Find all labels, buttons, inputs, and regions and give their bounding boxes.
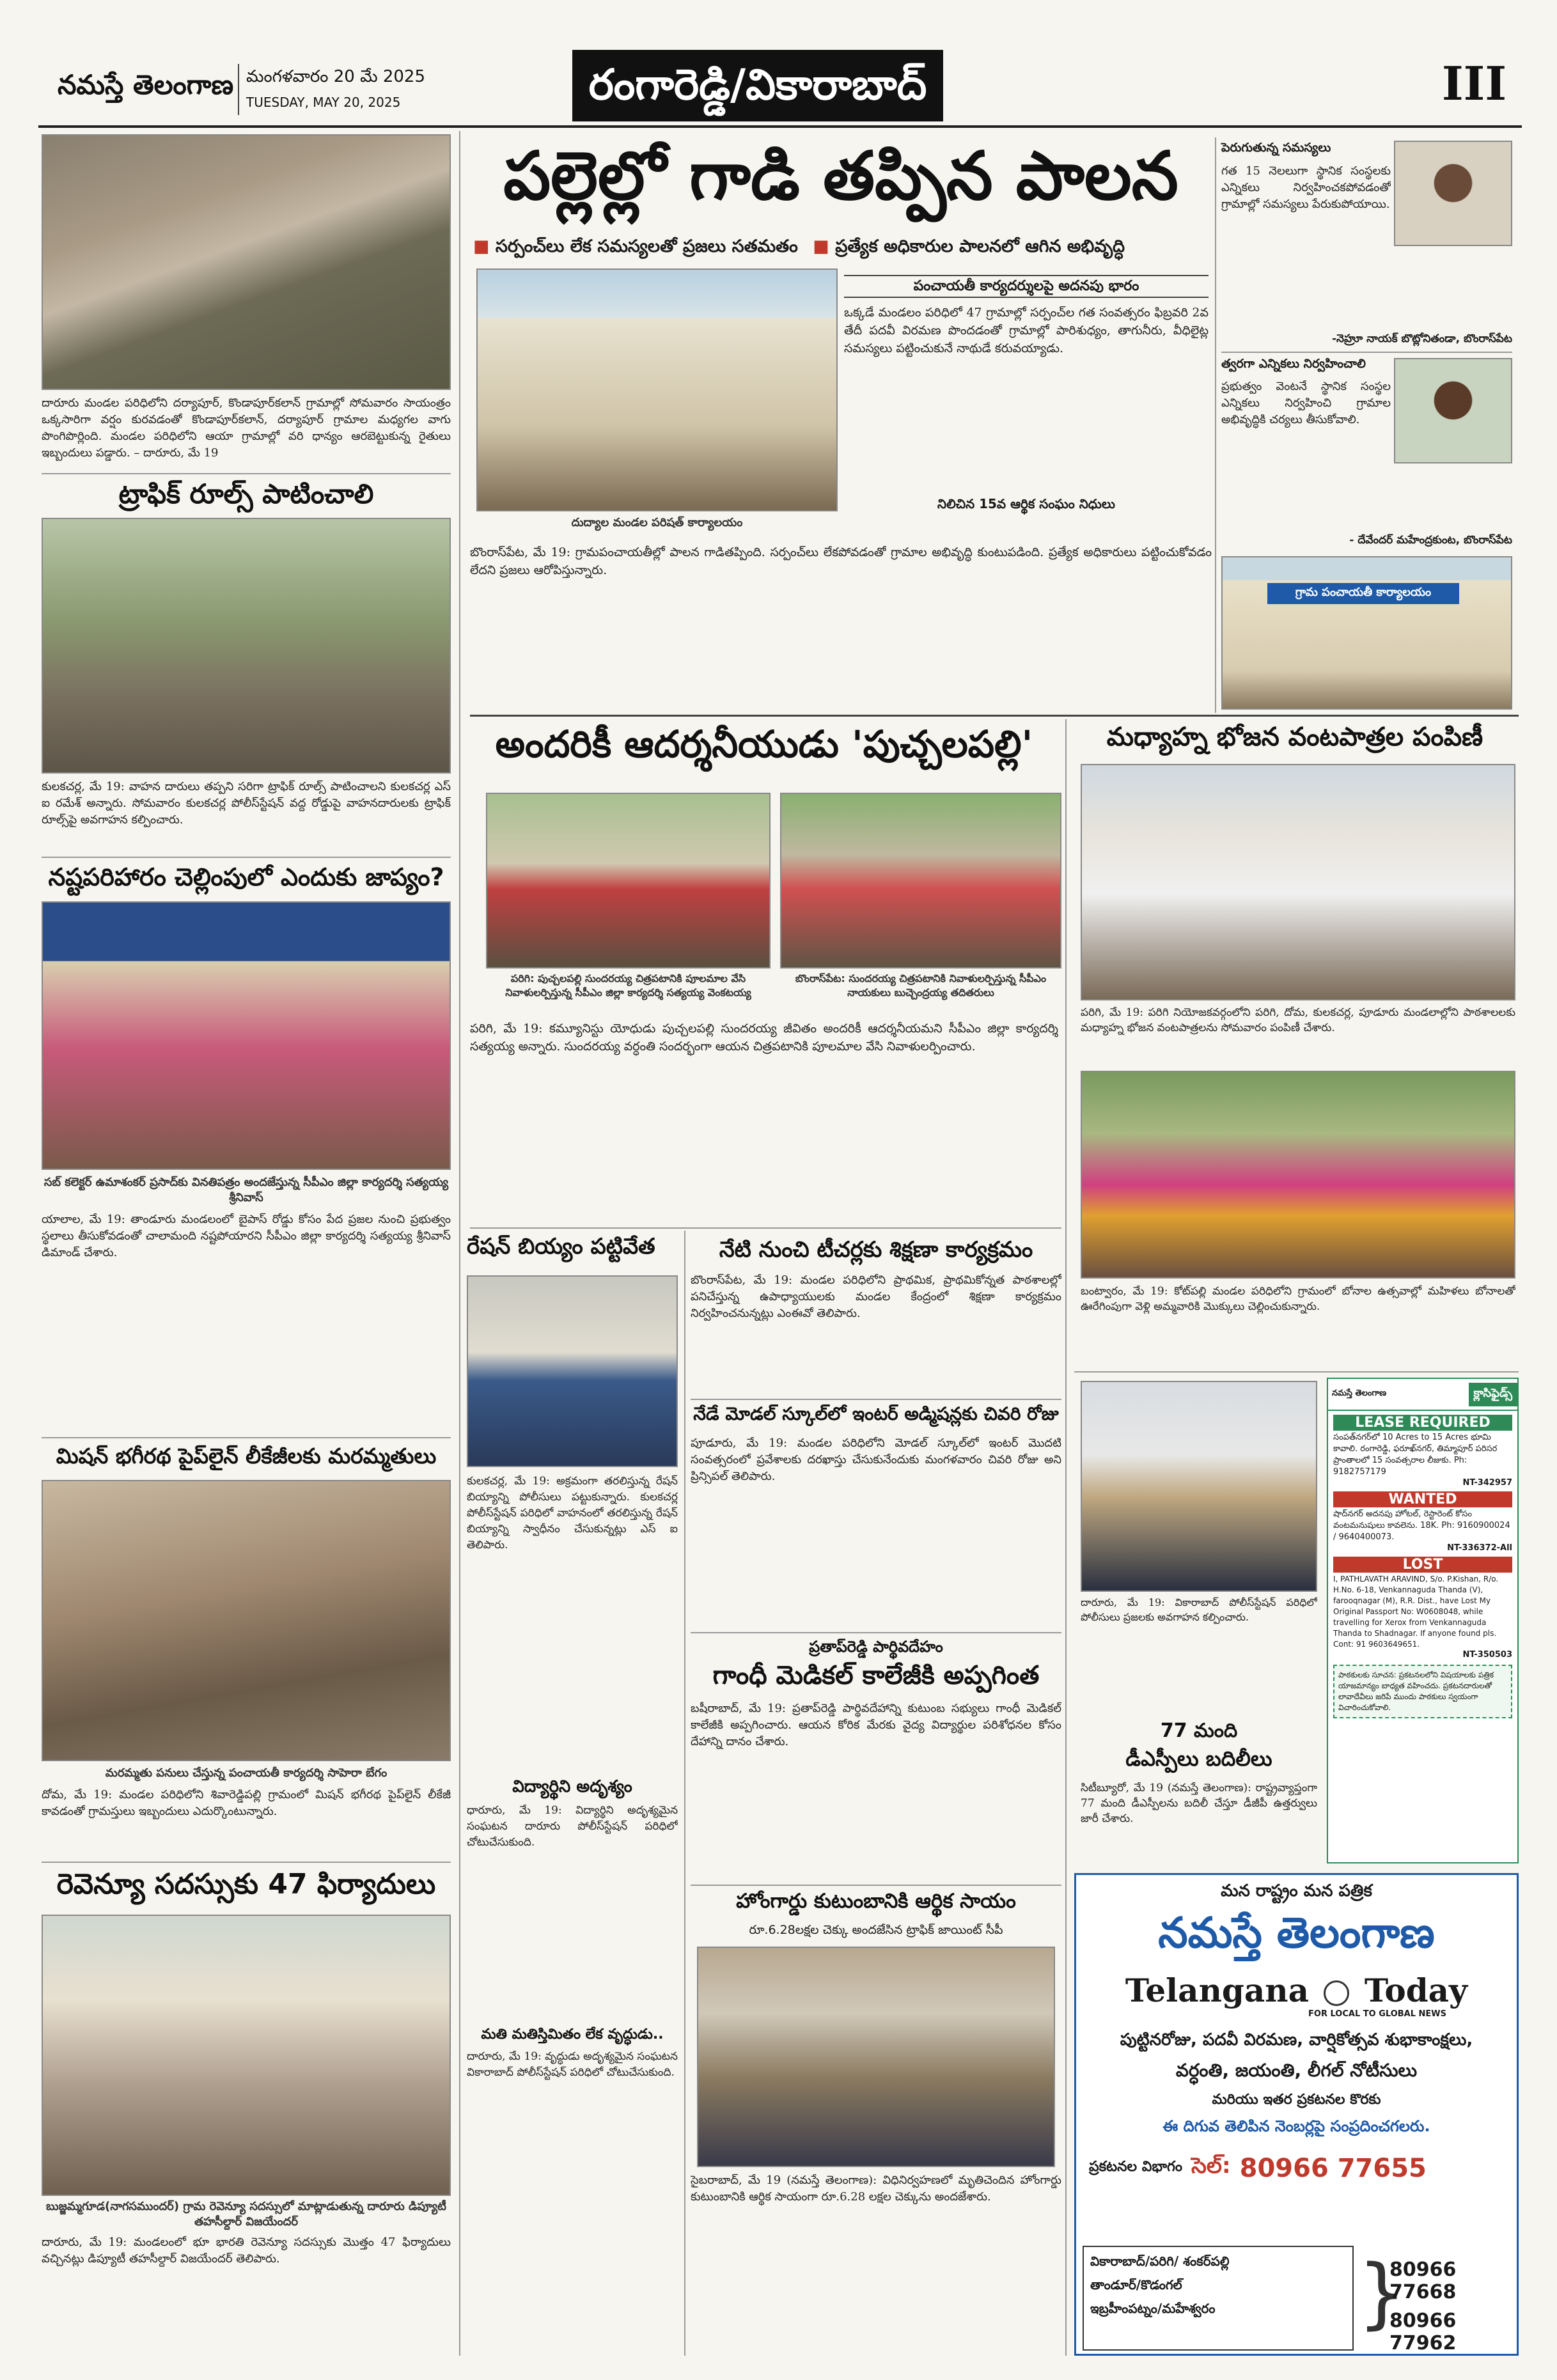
classifieds-label: క్లాసిఫైడ్స్ xyxy=(1469,1383,1518,1406)
gandhi-headline: గాంధీ మెడికల్ కాలేజీకి అప్పగింత xyxy=(712,1661,1040,1690)
memorandum-caption: సబ్ కలెక్టర్ ఉమాశంకర్ ప్రసాద్‌కు వినతిపత్రం అందజేస్తున్న సీపీఎం జిల్లా కార్యదర్శి సత్యయ్య శ్రీనివాస్ xyxy=(43,1176,449,1204)
mandal-office-photo xyxy=(476,268,838,511)
rule xyxy=(470,715,1519,717)
masthead-rule xyxy=(38,125,1522,128)
ad-english-sub: FOR LOCAL TO GLOBAL NEWS xyxy=(1308,2009,1446,2019)
ad-phone-2: 80966 77962 xyxy=(1389,2310,1457,2354)
homeguard-photo xyxy=(697,1947,1055,2167)
lease-title: LEASE REQUIRED xyxy=(1333,1415,1512,1431)
compensation-headline: నష్టపరిహారం చెల్లింపులో ఎందుకు జాప్యం? xyxy=(48,863,444,891)
paper-name: నమస్తే తెలంగాణ xyxy=(58,69,234,100)
classifieds-brand: నమస్తే తెలంగాణ xyxy=(1332,1388,1387,1398)
model-school-headline: నేడే మోడల్ స్కూల్‌లో ఇంటర్ అడ్మిషన్లకు చివరి రోజు xyxy=(693,1403,1059,1424)
rule xyxy=(42,1862,451,1863)
subhead-bullet-icon: ■ xyxy=(813,237,836,256)
wanted-body: షాద్‌నగర్ అదనపు హోటల్, రెస్టారెంట్ కోసం వంటమనుషులు కావలెను. 18K. Ph: 9160900024 / 9640400073. xyxy=(1333,1509,1510,1542)
gandhi-kicker: ప్రతాప్‌రెడ్డి పార్థివదేహం xyxy=(809,1638,943,1656)
ad-line-1: పుట్టినరోజు, పదవీ విరమణ, వార్షికోత్సవ శుభాకాంక్షలు, xyxy=(1120,2030,1473,2049)
rule xyxy=(691,1399,1061,1400)
ad-regions xyxy=(1083,2246,1354,2351)
portrait-1 xyxy=(1394,141,1512,246)
lead-subheads xyxy=(473,237,1215,262)
ad-box xyxy=(1074,1873,1519,2356)
compensation-body: యాలాల, మే 19: తాండూరు మండలంలో బైపాస్ రోడ్డు కోసం పేద ప్రజల నుంచి ప్రభుత్వం స్థలాలు తీసుకోవడంతో చాలామంది నష్టపోయారని సీపీఎం జిల్లా కార్యదర్శి సత్యయ్య శ్రీనివాస్ డిమాండ్ చేశారు. xyxy=(42,1213,451,1259)
ad-brace-icon: } xyxy=(1357,2249,1407,2338)
lease-body: సంపత్‌నగర్‌లో 10 Acres to 15 Acres భూమి కావాలి. రంగారెడ్డి, ఫరూఖ్‌నగర్, తిమ్మాపూర్ పరిసర ప్రాంతాలలో 15 సంవత్సరాల లీజుకు. Ph: 9182757179 xyxy=(1333,1433,1498,1477)
lease-code: NT-342957 xyxy=(1462,1478,1512,1488)
rule xyxy=(42,857,451,858)
revenue-caption: బుజ్జమ్మగూడ(నాగసముందర్) గ్రామ రెవెన్యూ సదస్సులో మాట్లాడుతున్న దారూరు డిప్యూటీ తహసీల్దార్ విజయేందర్ xyxy=(46,2200,446,2228)
rule xyxy=(691,1632,1061,1633)
section-title: రంగారెడ్డి/వికారాబాద్ xyxy=(588,60,927,109)
dsp-headline-1: 77 మంది xyxy=(1160,1720,1238,1742)
page-number: III xyxy=(1442,56,1507,111)
homeguard-headline: హోంగార్డు కుటుంబానికి ఆర్థిక సాయం xyxy=(736,1890,1016,1913)
tribute-caption-2: బొంరాస్‌పేట: సుందరయ్య చిత్రపటానికి నివాళులర్పిస్తున్న సీపీఎం నాయకులు బుచ్చెంద్రయ్య తదితరులు xyxy=(795,972,1047,999)
gandhi-body: బషీరాబాద్, మే 19: ప్రతాప్‌రెడ్డి పార్థివదేహాన్ని కుటుంబ సభ్యులు గాంధీ మెడికల్ కాలేజీకి అప్పగించారు. ఆయన కోరిక మేరకు వైద్య విద్యార్థుల పరిశోధనల కోసం దేహాన్ని దానం చేశారు. xyxy=(691,1702,1061,1748)
masthead-divider xyxy=(238,64,239,115)
puchalapalli-headline: అందరికీ ఆదర్శనీయుడు 'పుచ్చలపల్లి' xyxy=(495,722,1033,766)
model-school-body: పూడూరు, మే 19: మండల పరిధిలోని మోడల్ స్కూల్‌లో ఇంటర్ మొదటి సంవత్సరంలో ప్రవేశాలకు దరఖాస్తు చేసుకునేందుకు మంగళవారం చివరి రోజు అని ప్రిన్సిపల్ తెలిపారు. xyxy=(691,1436,1061,1483)
bonalu-photo xyxy=(1081,1071,1515,1279)
ad-tagline: మన రాష్ట్రం మన పత్రిక xyxy=(1221,1881,1372,1901)
rule xyxy=(1074,1371,1519,1373)
revenue-body: దారూరు, మే 19: మండలంలో భూ భారతి రెవెన్యూ సదస్సుకు మొత్తం 47 ఫిర్యాదులు వచ్చినట్లు డిప్యూటీ తహసీల్దార్ విజయేందర్ తెలిపారు. xyxy=(42,2236,451,2266)
tribute-photo-1 xyxy=(486,793,771,968)
ration-seizure-photo xyxy=(467,1275,678,1467)
panchayat-building-photo xyxy=(1221,556,1512,710)
lead-body-a: ఒక్కడే మండలం పరిధిలో 47 గ్రామాల్లో సర్పంచ్‌ల గత సంవత్సరం ఫిబ్రవరి 2వ తేదీ పదవీ విరమణ పొందడంతో గ్రామాల్లో పారిశుధ్యం, తాగునీరు, వీధిలైట్ల సమస్యలు పట్టించుకునే నాథుడే కరువయ్యాడు. xyxy=(844,306,1209,355)
mandal-office-caption: దుద్యాల మండల పరిషత్ కార్యాలయం xyxy=(571,516,743,529)
sidebar-sig-1: -నెహ్రూ నాయక్ బొట్లోనితండా, బొంరాస్‌పేట xyxy=(1331,332,1512,345)
emblem-icon xyxy=(1324,1980,1349,2006)
flood-caption: దారూరు మండల పరిధిలోని దర్యాపూర్, కొండాపూర్‌కలాన్ గ్రామాల్లో సోమవారం సాయంత్రం ఒక్కసారిగా వర్షం కురవడంతో కొండాపూర్‌కలాన్, దర్యాపూర్ గ్రామాల మధ్యగల వాగు పొంగిపొర్లింది. మండల పరిధిలోని ఆయా గ్రామాల్లో వరి ధాన్యం ఆరబెట్టుకున్న రైతులు ఇబ్బందులు పడ్డారు. – దారూరు, మే 19 xyxy=(42,396,451,460)
sidebar-quote-2: ప్రభుత్వం వెంటనే స్థానిక సంస్థల ఎన్నికలు నిర్వహించి గ్రామాల అభివృద్ధికి చర్యలు తీసుకోవాలి. xyxy=(1221,380,1391,426)
ad-contact-row xyxy=(1089,2153,1504,2184)
teachers-body: బొంరాస్‌పేట, మే 19: మండల పరిధిలోని ప్రాథమిక, ప్రాథమికోన్నత పాఠశాలల్లో పనిచేస్తున్న ఉపాధ్యాయులకు మండల కేంద్రంలో శిక్షణా కార్యక్రమం నిర్వహించనున్నట్లు ఎంఈవో తెలిపారు. xyxy=(691,1273,1061,1320)
student-missing-headline: విద్యార్థిని అదృశ్యం xyxy=(512,1777,632,1796)
ad-english-logo-1: Telangana xyxy=(1125,1972,1310,2009)
classifieds-header xyxy=(1328,1379,1517,1411)
ad-english-logo xyxy=(1076,1972,1517,2009)
ad-paper-name: నమస్తే తెలంగాణ xyxy=(1158,1908,1435,1957)
police-photo xyxy=(1081,1381,1317,1592)
student-missing-body: ధారూరు, మే 19: విద్యార్థిని అదృశ్యమైన సంఘటన దారూరు పోలీస్‌స్టేషన్ పరిధిలో చోటుచేసుకుంది. xyxy=(467,1804,678,1849)
wanted-code: NT-336372-All xyxy=(1447,1543,1512,1553)
lost-title: LOST xyxy=(1333,1557,1512,1573)
dsp-headline-2: డీఎస్పీలు బదిలీలు xyxy=(1125,1746,1272,1771)
column-divider xyxy=(684,1231,685,2356)
rule xyxy=(42,1437,451,1438)
tribute-caption-1: పరిగి: పుచ్చలపల్లి సుందరయ్య చిత్రపటానికి పూలమాల వేసి నివాళులర్పిస్తున్న సీపీఎం జిల్లా కార్యదర్శి సత్యయ్య వెంకటయ్య xyxy=(505,972,751,999)
portrait-2 xyxy=(1394,358,1512,463)
ad-contact-label: ప్రకటనల విభాగం xyxy=(1089,2159,1183,2175)
midday-headline: మధ్యాహ్న భోజన వంటపాత్రల పంపిణీ xyxy=(1106,722,1483,752)
ad-line-4: ఈ దిగువ తెలిపిన నెంబర్లపై సంప్రదించగలరు. xyxy=(1162,2117,1430,2135)
elderly-missing-body: దారూరు, మే 19: వృద్ధుడు అదృశ్యమైన సంఘటన వికారాబాద్ పోలీస్‌స్టేషన్ పరిధిలో చోటుచేసుకుంది. xyxy=(467,2050,678,2079)
ration-body: కులకచర్ల, మే 19: అక్రమంగా తరలిస్తున్న రేషన్ బియ్యాన్ని పోలీసులు పట్టుకున్నారు. కులకచర్ల పోలీస్‌స్టేషన్ పరిధిలో వాహనంలో తరలిస్తున్న రేషన్ బియ్యాన్ని స్వాధీనం చేసుకున్నట్లు ఎస్ ఐ తెలిపారు. xyxy=(467,1475,678,1552)
sidebar-sig-2: - దేవేందర్ మహేంద్రకుంట, బొంరాస్‌పేట xyxy=(1349,534,1512,547)
revenue-photo xyxy=(42,1915,451,2196)
lead-body-b: బొంరాస్‌పేట, మే 19: గ్రామపంచాయతీల్లో పాలన గాడితప్పింది. సర్పంచ్‌లు లేకపోవడంతో గ్రామాల అభివృద్ధి కుంటుపడింది. ప్రత్యేక అధికారులు పట్టించుకోవడం లేదని ప్రజలు ఆరోపిస్తున్నారు. xyxy=(470,545,1212,577)
rule xyxy=(1221,352,1512,353)
lead-sidebar-divider xyxy=(1215,137,1216,713)
homeguard-body: సైబరాబాద్, మే 19 (నమస్తే తెలంగాణ): విధినిర్వహణలో మృతిచెందిన హోంగార్డు కుటుంబానికి ఆర్థిక సాయంగా రూ.6.28 లక్షల చెక్కును అందజేశారు. xyxy=(691,2174,1061,2204)
subhead-bullet-icon: ■ xyxy=(473,237,496,256)
dsp-body: సిటీబ్యూరో, మే 19 (నమస్తే తెలంగాణ): రాష్ట్రవ్యాప్తంగా 77 మంది డీఎస్పీలను బదిలీ చేస్తూ డీజీపీ ఉత్తర్వులు జారీ చేశారు. xyxy=(1081,1782,1317,1825)
utensils-photo xyxy=(1081,764,1515,1000)
midday-caption: పరిగి, మే 19: పరిగి నియోజకవర్గంలోని పరిగి, దోమ, కులకచర్ల, పూడూరు మండలాల్లోని పాఠశాలలకు మధ్యాహ్న భోజన వంటపాత్రలను సోమవారం పంపిణీ చేశారు. xyxy=(1081,1006,1515,1034)
mission-headline: మిషన్ భగీరథ పైప్‌లైన్ లీకేజీలకు మరమ్మతులు xyxy=(56,1443,437,1468)
pipeline-caption: మరమ్మతు పనులు చేస్తున్న పంచాయతీ కార్యదర్శి సాహెరా బేగం xyxy=(105,1766,387,1780)
traffic-headline: ట్రాఫిక్ రూల్స్ పాటించాలి xyxy=(118,478,374,509)
wanted-title: WANTED xyxy=(1333,1491,1512,1507)
rule xyxy=(42,473,451,474)
sidebar-kicker-1: పెరుగుతున్న సమస్యలు xyxy=(1221,141,1331,155)
teachers-headline: నేటి నుంచి టీచర్లకు శిక్షణా కార్యక్రమం xyxy=(719,1237,1033,1263)
ad-region-1: వికారాబాద్/పరిగి/ శంకర్‌పల్లి xyxy=(1090,2253,1230,2269)
lead-sub1: సర్పంచ్‌లు లేక సమస్యలతో ప్రజలు సతమతం xyxy=(495,237,798,256)
homeguard-sub: రూ.6.28లక్షల చెక్కు అందజేసిన ట్రాఫిక్ జాయింట్ సీపీ xyxy=(749,1923,1003,1937)
flood-photo xyxy=(42,134,451,390)
elderly-missing-headline: మతి మతిస్తిమితం లేక వృద్ధుడు.. xyxy=(481,2026,664,2042)
masthead xyxy=(0,0,1557,128)
classifieds-notice: పాఠకులకు సూచన: ప్రకటనలలోని విషయాలకు పత్రిక యాజమాన్యం బాధ్యత వహించదు. ప్రకటనదారులతో లావాదేవీలు జరిపే ముందు పాఠకులు స్వయంగా విచారించుకోవాలి. xyxy=(1333,1665,1512,1718)
ad-english-logo-2: Today xyxy=(1364,1972,1468,2009)
tribute-photo-2 xyxy=(780,793,1061,968)
lost-code: NT-350503 xyxy=(1462,1650,1512,1660)
ad-region-3: ఇబ్రహీంపట్నం/మహేశ్వరం xyxy=(1090,2301,1216,2316)
lead-kicker2: నిలిచిన 15వ ఆర్థిక సంఘం నిధులు xyxy=(937,496,1115,511)
lead-kicker: పంచాయతీ కార్యదర్శులపై అదనపు భారం xyxy=(844,275,1209,298)
ad-phone-1: 80966 77668 xyxy=(1389,2259,1457,2303)
classifieds-panel xyxy=(1327,1378,1519,1863)
police-caption: దారూరు, మే 19: వికారాబాద్ పోలీస్‌స్టేషన్ పరిధిలో పోలీసులు ప్రజలకు అవగాహన కల్పించారు. xyxy=(1081,1596,1317,1623)
date-telugu: మంగళవారం 20 మే 2025 xyxy=(246,67,426,86)
building-sign: గ్రామ పంచాయతీ కార్యాలయం xyxy=(1267,583,1459,604)
ad-cell-number: 80966 77655 xyxy=(1239,2154,1427,2183)
lead-sub2: ప్రత్యేక అధికారుల పాలనలో ఆగిన అభివృద్ధి xyxy=(835,237,1125,256)
memorandum-photo xyxy=(42,901,451,1170)
ad-line-2: వర్ధంతి, జయంతి, లీగల్ నోటీసులు xyxy=(1175,2060,1418,2081)
mission-body: దోమ, మే 19: మండల పరిధిలోని శివారెడ్డిపల్లి గ్రామంలో మిషన్ భగీరథ పైప్‌లైన్ లీకేజీ కావడంతో గ్రామస్తులు ఇబ్బందులు ఎదుర్కొంటున్నారు. xyxy=(42,1788,451,1818)
ration-headline: రేషన్ బియ్యం పట్టివేత xyxy=(467,1234,655,1259)
lost-body: I, PATHLAVATH ARAVIND, S/o. P.Kishan, R/o. H.No. 6-18, Venkannaguda Thanda (V), farooqnagar (M), R.R. Dist., have Lost My Original Passport No: W0608048, while travelling for Xerox from Venkannaguda Thanda to Shadnagar. If anyone found pls. Cont: 91 9603649651. xyxy=(1333,1575,1499,1649)
sidebar-kicker-2: త్వరగా ఎన్నికలు నిర్వహించాలి xyxy=(1221,357,1366,371)
rule xyxy=(470,1227,1061,1229)
revenue-headline: రెవెన్యూ సదస్సుకు 47 ఫిర్యాదులు xyxy=(56,1868,436,1901)
ad-line-3: మరియు ఇతర ప్రకటనల కొరకు xyxy=(1212,2092,1381,2108)
bonalu-caption: బంట్వారం, మే 19: కోట్‌పల్లి మండల పరిధిలోని గ్రామంలో బోనాల ఉత్సవాల్లో మహిళలు బోనాలతో ఊరేగింపుగా వెళ్లి అమ్మవారికి మొక్కులు చెల్లించుకున్నారు. xyxy=(1081,1285,1515,1313)
traffic-photo xyxy=(42,518,451,774)
column-divider xyxy=(459,131,460,2356)
sidebar-quote-1: గత 15 నెలలుగా స్థానిక సంస్థలకు ఎన్నికలు నిర్వహించకపోవడంతో గ్రామాల్లో సమస్యలు పేరుకుపోయాయి. xyxy=(1221,164,1391,211)
pipeline-photo xyxy=(42,1480,451,1761)
date-english: TUESDAY, MAY 20, 2025 xyxy=(246,95,401,110)
lead-headline: పల్లెల్లో గాడి తప్పిన పాలన xyxy=(503,137,1178,215)
column-divider xyxy=(1065,719,1067,2356)
ad-region-2: తాండూర్/కొడంగల్ xyxy=(1090,2277,1182,2292)
puchalapalli-body: పరిగి, మే 19: కమ్యూనిస్టు యోధుడు పుచ్చలపల్లి సుందరయ్య జీవితం అందరికీ ఆదర్శనీయమని సీపీఎం జిల్లా కార్యదర్శి సత్యయ్య అన్నారు. సుందరయ్య వర్ధంతి సందర్భంగా ఆయన చిత్రపటానికి పూలమాల వేసి నివాళులర్పించారు. xyxy=(470,1022,1058,1054)
rule xyxy=(691,1885,1061,1886)
traffic-body: కులకచర్ల, మే 19: వాహన దారులు తప్పని సరిగా ట్రాఫిక్ రూల్స్ పాటించాలని కులకచర్ల ఎస్ ఐ రమేశ్ అన్నారు. సోమవారం కులకచర్ల పోలీస్‌స్టేషన్ వద్ద రోడ్డుపై వాహనదారులకు ట్రాఫిక్ రూల్స్‌పై అవగాహన కల్పించారు. xyxy=(42,780,451,827)
ad-cell-label: సెల్: xyxy=(1191,2153,1231,2179)
